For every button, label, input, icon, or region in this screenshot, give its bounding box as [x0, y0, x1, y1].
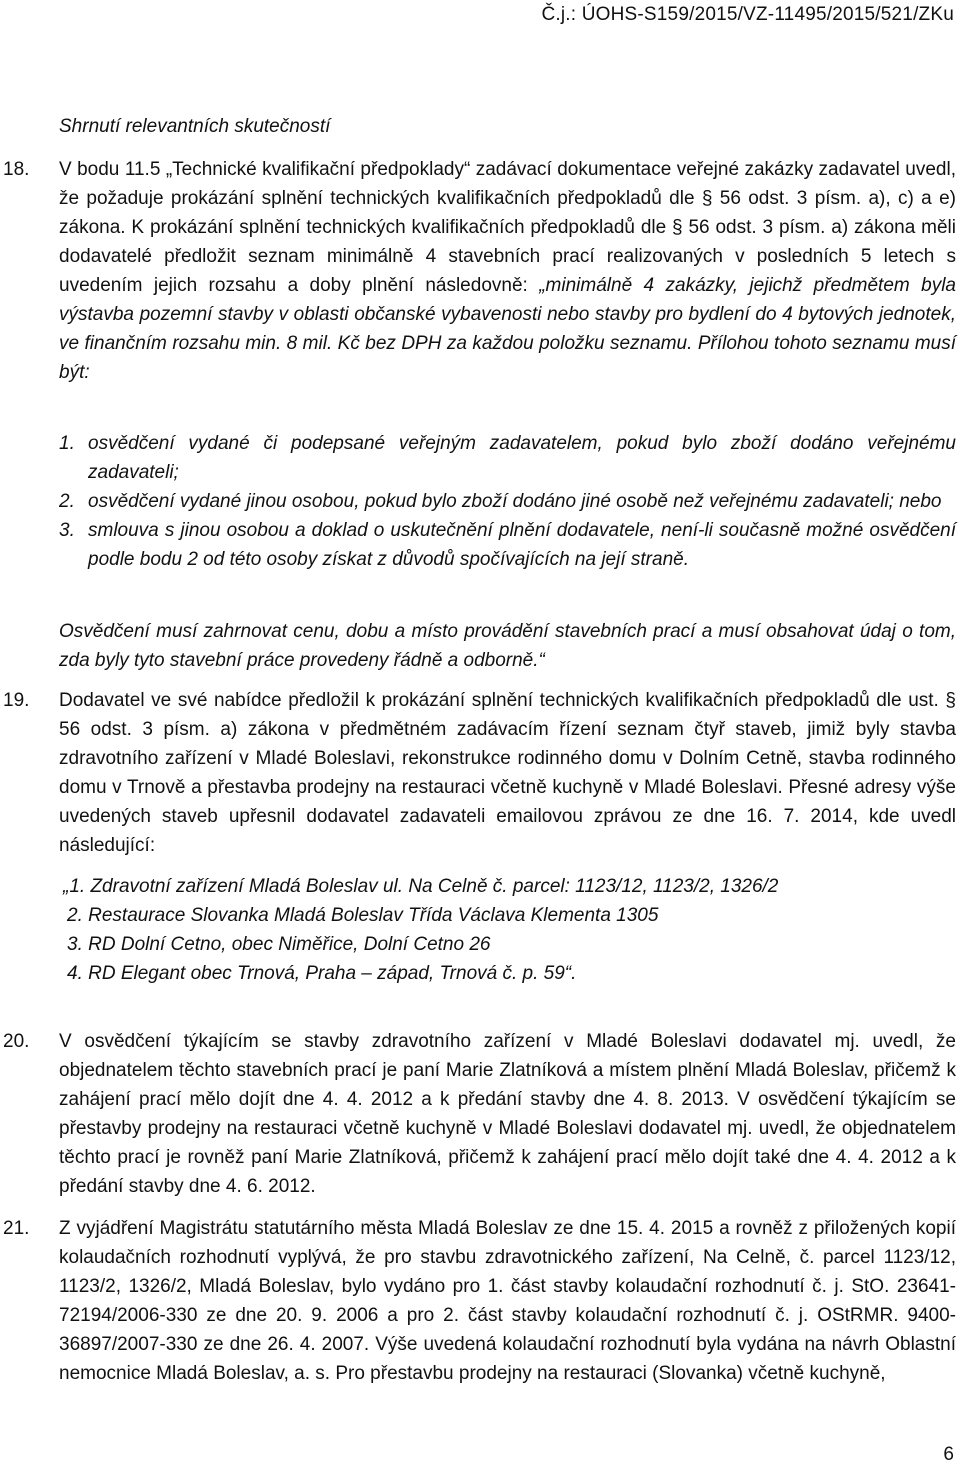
address-item: 2. Restaurace Slovanka Mladá Boleslav Třída Václava Klementa 1305 — [67, 905, 659, 926]
document-reference: Č.j.: ÚOHS-S159/2015/VZ-11495/2015/521/ZKu — [541, 4, 954, 25]
paragraph-21: Z vyjádření Magistrátu statutárního města Mladá Boleslav ze dne 15. 4. 2015 a rovněž z přiložených kopií kolaudačních rozhodnutí vyplývá, že pro stavbu zdravotnického zařízení, Na Celně, č. parcel 1123/12, 1123/2, 1326/2, Mladá Boleslav, bylo vydáno pro 1. část stavby kolaudační rozhodnutí č. j. StO. 23641-72194/2006-330 ze dne 20. 9. 2006 a pro 2. část stavby kolaudační rozhodnutí č. j. OStRMR. 9400-36897/2007-330 ze dne 26. 4. 2007. Výše uvedená kolaudační rozhodnutí byla vydána na návrh Oblastní nemocnice Mladá Boleslav, a. s. Pro přestavbu prodejny na restauraci (Slovanka) včetně kuchyně, — [59, 1218, 956, 1384]
paragraph-18-closing: Osvědčení musí zahrnovat cenu, dobu a místo provádění stavebních prací a musí obsahovat údaj o tom, zda byly tyto stavební práce provedeny řádně a odborně.“ — [59, 621, 956, 671]
paragraph-18 — [59, 155, 956, 387]
address-item: 3. RD Dolní Cetno, obec Niměřice, Dolní Cetno 26 — [67, 934, 491, 955]
list-item — [59, 516, 956, 574]
paragraph-number: 19. — [3, 690, 30, 711]
list-item-text: smlouva s jinou osobou a doklad o uskutečnění plnění dodavatele, není-li současně možné osvědčení podle bodu 2 od této osoby získat z důvodů spočívajících na její straně. — [88, 520, 956, 570]
list-item-number: 3. — [59, 520, 75, 541]
section-title: Shrnutí relevantních skutečností — [59, 116, 331, 137]
list-item — [59, 487, 956, 516]
address-list — [63, 872, 943, 988]
page-number: 6 — [943, 1444, 954, 1465]
paragraph-19: Dodavatel ve své nabídce předložil k prokázání splnění technických kvalifikačních předpokladů dle ust. § 56 odst. 3 písm. a) zákona v předmětném zadávacím řízení seznam čtyř staveb, jimiž byly stavba zdravotního zařízení v Mladé Boleslavi, rekonstrukce rodinného domu v Dolním Cetně, stavba rodinného domu v Trnově a přestavba prodejny na restauraci včetně kuchyně v Mladé Boleslavi. Přesné adresy výše uvedených staveb upřesnil dodavatel zadavateli emailovou zprávou ze dne 16. 7. 2014, kde uvedl následující: — [59, 690, 956, 856]
list-item-text: osvědčení vydané jinou osobou, pokud bylo zboží dodáno jiné osobě než veřejnému zadavateli; nebo — [88, 491, 942, 512]
paragraph-number: 18. — [3, 159, 30, 180]
address-item: „1. Zdravotní zařízení Mladá Boleslav ul. Na Celně č. parcel: 1123/12, 1123/2, 1326/2 — [63, 876, 779, 897]
list-item-number: 2. — [59, 491, 75, 512]
list-item — [59, 429, 956, 487]
address-item: 4. RD Elegant obec Trnová, Praha – západ, Trnová č. p. 59“. — [67, 963, 577, 984]
requirements-list — [59, 429, 956, 574]
list-item-text: osvědčení vydané či podepsané veřejným zadavatelem, pokud bylo zboží dodáno veřejnému zadavateli; — [88, 433, 956, 483]
list-item-number: 1. — [59, 433, 75, 454]
paragraph-18-text: V bodu 11.5 „Technické kvalifikační předpoklady“ zadávací dokumentace veřejné zakázky zadavatel uvedl, že požaduje prokázání splnění technických kvalifikačních předpokladů dle § 56 odst. 3 písm. a), c) a e) zákona. K prokázání splnění technických kvalifikačních předpokladů dle § 56 odst. 3 písm. a) zákona měli dodavatelé předložit seznam minimálně 4 stavebních prací realizovaných v posledních 5 letech s uvedením jejich rozsahu a doby plnění následovně: — [59, 159, 956, 296]
paragraph-number: 21. — [3, 1218, 30, 1239]
paragraph-18-quote: „minimálně 4 zakázky, jejichž předmětem byla výstavba pozemní stavby v oblasti občanské vybavenosti nebo stavby pro bydlení do 4 bytových jednotek, ve finančním rozsahu min. 8 mil. Kč bez DPH za každou položku seznamu. Přílohou tohoto seznamu musí být: — [59, 275, 956, 383]
paragraph-number: 20. — [3, 1031, 30, 1052]
paragraph-20: V osvědčení týkajícím se stavby zdravotního zařízení v Mladé Boleslavi dodavatel mj. uvedl, že objednatelem těchto stavebních prací je paní Marie Zlatníková a místem plnění Mladá Boleslav, přičemž k zahájení prací mělo dojít dne 4. 4. 2012 a k předání stavby dne 4. 8. 2013. V osvědčení týkajícím se přestavby prodejny na restauraci včetně kuchyně v Mladé Boleslavi dodavatel mj. uvedl, že objednatelem těchto prací je rovněž paní Marie Zlatníková, přičemž k zahájení prací mělo dojít také dne 4. 4. 2012 a k předání stavby dne 4. 6. 2012. — [59, 1031, 956, 1197]
